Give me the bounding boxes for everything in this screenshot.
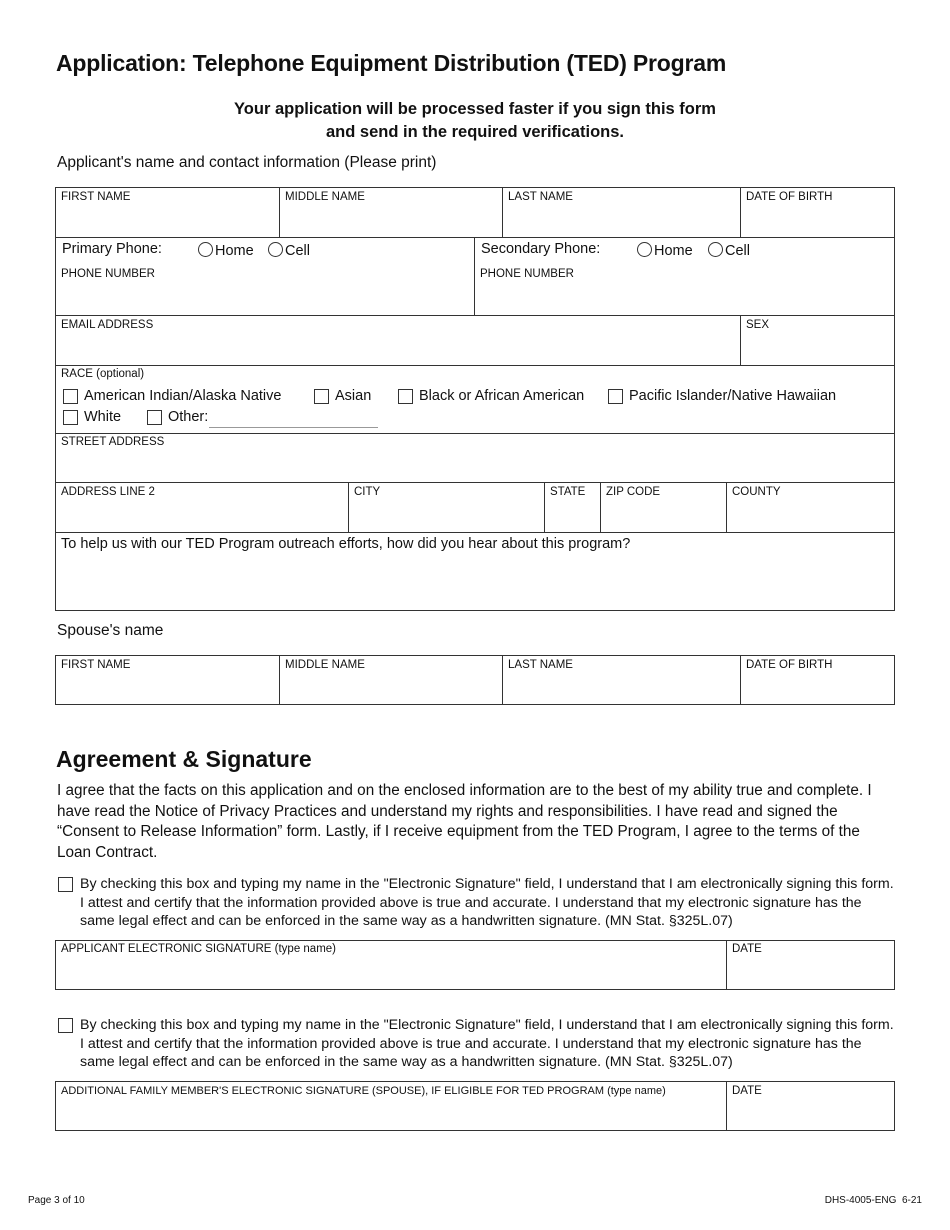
street-address-field[interactable]: STREET ADDRESS xyxy=(61,436,165,448)
spouse-section-label: Spouse's name xyxy=(57,622,164,639)
county-field[interactable]: COUNTY xyxy=(732,486,781,498)
applicant-attestation-checkbox[interactable] xyxy=(58,877,73,892)
race-option-label: Other: xyxy=(168,409,209,425)
spouse-date-of-birth-field[interactable]: DATE OF BIRTH xyxy=(746,659,833,671)
page-number: Page 3 of 10 xyxy=(28,1195,85,1206)
spouse-middle-name-field[interactable]: MIDDLE NAME xyxy=(285,659,365,671)
race-white-checkbox[interactable] xyxy=(63,410,78,425)
row-divider xyxy=(55,365,895,366)
secondary-phone-label: Secondary Phone: xyxy=(481,241,601,257)
col-divider xyxy=(740,187,741,237)
row-divider xyxy=(55,532,895,533)
email-address-field[interactable]: EMAIL ADDRESS xyxy=(61,319,154,331)
instructions-line-1: Your application will be processed faster if you sign this form xyxy=(234,100,716,118)
home-label: Home xyxy=(215,243,254,259)
primary-phone-number-field[interactable]: PHONE NUMBER xyxy=(61,268,155,280)
instructions-banner xyxy=(0,98,950,144)
spouse-signature-field[interactable]: ADDITIONAL FAMILY MEMBER'S ELECTRONIC SIGNATURE (SPOUSE), IF ELIGIBLE FOR TED PROGRAM (type name) xyxy=(61,1085,666,1097)
race-other-checkbox[interactable] xyxy=(147,410,162,425)
radio-icon xyxy=(268,242,283,257)
race-option-label: White xyxy=(84,409,122,425)
address-line-2-field[interactable]: ADDRESS LINE 2 xyxy=(61,486,155,498)
col-divider xyxy=(474,237,475,315)
cell-label: Cell xyxy=(725,243,750,259)
secondary-phone-home-radio[interactable] xyxy=(637,242,693,259)
secondary-phone-number-field[interactable]: PHONE NUMBER xyxy=(480,268,574,280)
sex-field[interactable]: SEX xyxy=(746,319,770,331)
row-divider xyxy=(55,482,895,483)
page-title: Application: Telephone Equipment Distribution (TED) Program xyxy=(56,50,727,76)
row-divider xyxy=(55,433,895,434)
zip-code-field[interactable]: ZIP CODE xyxy=(606,486,661,498)
agreement-paragraph: I agree that the facts on this application and on the enclosed information are to the best of my ability true and complete. I have read the Notice of Privacy Practices and understand my rights and responsibilities. I have read and signed the “Consent to Release Information” form. Lastly, if I receive equipment from the TED Program, I agree to the terms of the Loan Contract. xyxy=(57,782,872,861)
col-divider xyxy=(279,655,280,705)
spouse-attestation-text: By checking this box and typing my name in the "Electronic Signature" field, I understand that I am electronically signing this form. I attest and certify that the information provided above is true and accurate. I understand that my electronic signature has the same legal effect and can be enforced in the same way as a handwritten signature. (MN Stat. §325L.07) xyxy=(80,1017,894,1071)
race-option-label: Black or African American xyxy=(419,388,585,404)
applicant-signature-date-field[interactable]: DATE xyxy=(732,943,762,955)
applicant-attestation-text: By checking this box and typing my name in the "Electronic Signature" field, I understand that I am electronically signing this form. I attest and certify that the information provided above is true and accurate. I understand that my electronic signature has the same legal effect and can be enforced in the same way as a handwritten signature. (MN Stat. §325L.07) xyxy=(80,876,894,930)
col-divider xyxy=(279,187,280,237)
race-black-checkbox[interactable] xyxy=(398,389,413,404)
middle-name-field[interactable]: MIDDLE NAME xyxy=(285,191,365,203)
col-divider xyxy=(726,1081,727,1131)
city-field[interactable]: CITY xyxy=(354,486,381,498)
race-option-label: Pacific Islander/Native Hawaiian xyxy=(629,388,837,404)
spouse-first-name-field[interactable]: FIRST NAME xyxy=(61,659,131,671)
outreach-question-field[interactable]: To help us with our TED Program outreach efforts, how did you hear about this program? xyxy=(61,536,631,552)
primary-phone-cell-radio[interactable] xyxy=(268,242,310,259)
col-divider xyxy=(544,482,545,532)
applicant-signature-field[interactable]: APPLICANT ELECTRONIC SIGNATURE (type name) xyxy=(61,943,337,955)
col-divider xyxy=(600,482,601,532)
secondary-phone-cell-radio[interactable] xyxy=(708,242,750,259)
race-other-input[interactable] xyxy=(209,427,378,428)
radio-icon xyxy=(708,242,723,257)
last-name-field[interactable]: LAST NAME xyxy=(508,191,573,203)
race-label: RACE (optional) xyxy=(61,368,145,380)
instructions-line-2: and send in the required verifications. xyxy=(326,123,624,141)
primary-phone-label: Primary Phone: xyxy=(62,241,162,257)
state-field[interactable]: STATE xyxy=(550,486,586,498)
col-divider xyxy=(348,482,349,532)
home-label: Home xyxy=(654,243,693,259)
race-american-indian-checkbox[interactable] xyxy=(63,389,78,404)
race-option-label: Asian xyxy=(335,388,372,404)
col-divider xyxy=(502,187,503,237)
race-asian-checkbox[interactable] xyxy=(314,389,329,404)
date-of-birth-field[interactable]: DATE OF BIRTH xyxy=(746,191,833,203)
col-divider xyxy=(740,315,741,365)
spouse-attestation-checkbox[interactable] xyxy=(58,1018,73,1033)
col-divider xyxy=(502,655,503,705)
spouse-last-name-field[interactable]: LAST NAME xyxy=(508,659,573,671)
row-divider xyxy=(55,237,895,238)
race-pacific-islander-checkbox[interactable] xyxy=(608,389,623,404)
radio-icon xyxy=(637,242,652,257)
col-divider xyxy=(726,940,727,990)
spouse-signature-date-field[interactable]: DATE xyxy=(732,1085,762,1097)
race-option-label: American Indian/Alaska Native xyxy=(84,388,282,404)
row-divider xyxy=(55,315,895,316)
cell-label: Cell xyxy=(285,243,310,259)
agreement-heading: Agreement & Signature xyxy=(56,746,312,772)
col-divider xyxy=(726,482,727,532)
form-id: DHS-4005-ENG 6-21 xyxy=(824,1195,922,1206)
first-name-field[interactable]: FIRST NAME xyxy=(61,191,131,203)
applicant-section-label: Applicant's name and contact information (Please print) xyxy=(57,154,437,171)
radio-icon xyxy=(198,242,213,257)
col-divider xyxy=(740,655,741,705)
primary-phone-home-radio[interactable] xyxy=(198,242,254,259)
